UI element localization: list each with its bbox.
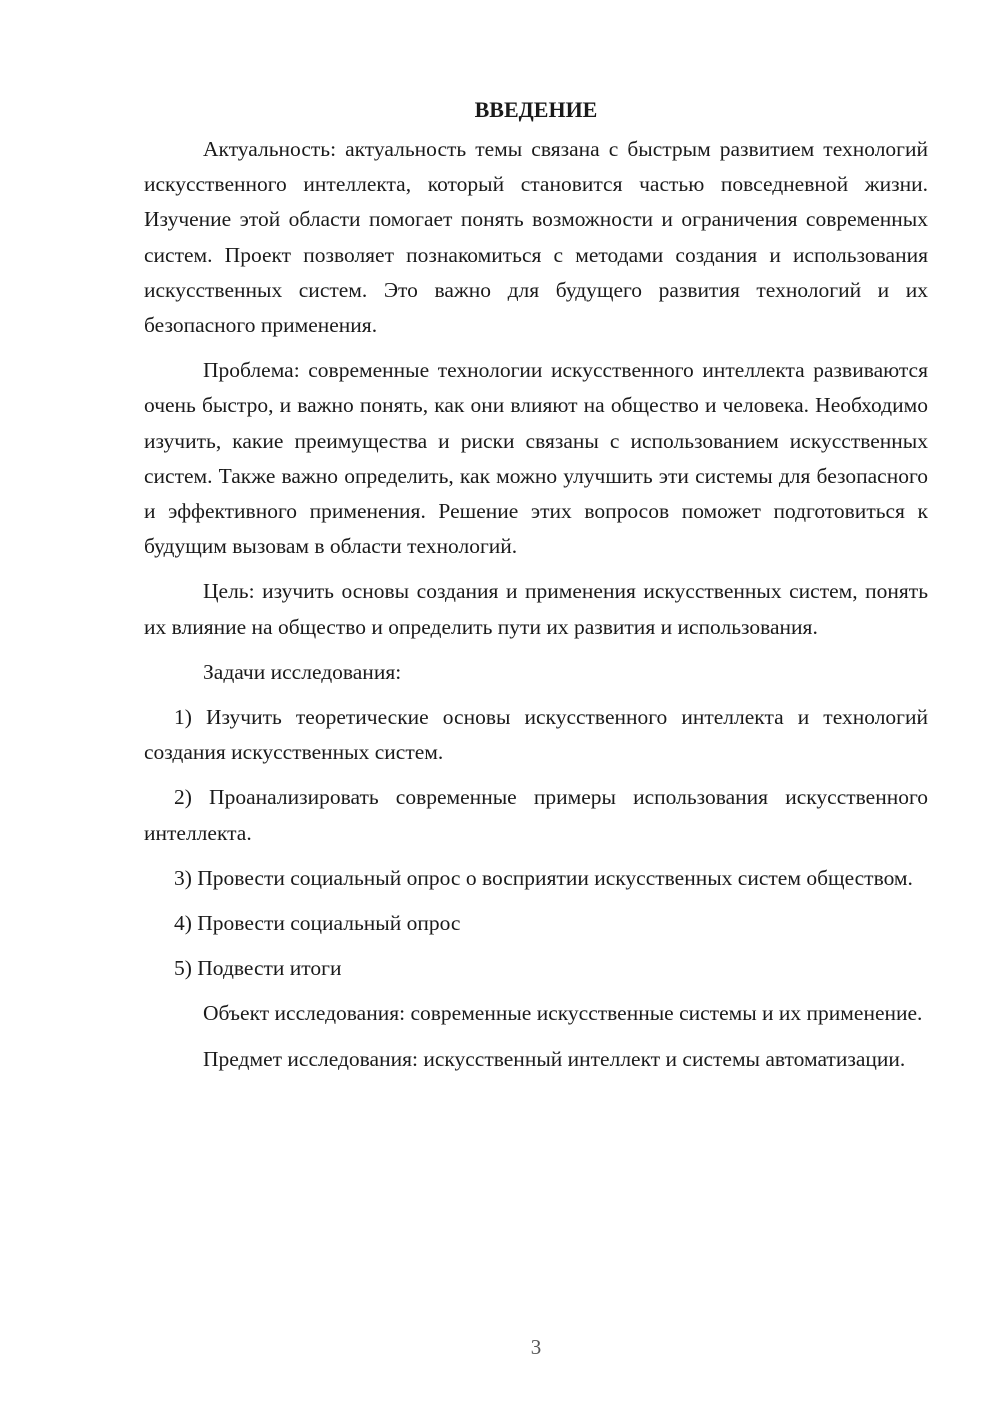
task-item-2: 2) Проанализировать современные примеры использования искусственного интеллекта.: [144, 785, 928, 845]
object-paragraph: Объект исследования: современные искусственные системы и их применение.: [203, 1001, 923, 1026]
tasks-heading: Задачи исследования:: [203, 659, 402, 684]
problem-paragraph: Проблема: современные технологии искусственного интеллекта развиваются очень быстро, и важно понять, как они влияют на общество и человека. Необходимо изучить, какие преимущества и риски связаны с использованием искусственных систем. Также важно определить, как можно улучшить эти системы для безопасного и эффективного применения. Решение этих вопросов поможет подготовиться к будущим вызовам в области технологий.: [144, 358, 928, 559]
goal-paragraph: Цель: изучить основы создания и применения искусственных систем, понять их влияние на общество и определить пути их развития и использования.: [144, 579, 928, 639]
document-page: [144, 90, 928, 1087]
task-item-5: 5) Подвести итоги: [174, 956, 342, 981]
subject-paragraph: Предмет исследования: искусственный интеллект и системы автоматизации.: [203, 1046, 906, 1071]
page-number: 3: [530, 1335, 542, 1359]
page-title: ВВЕДЕНИЕ: [474, 97, 598, 122]
relevance-paragraph: Актуальность: актуальность темы связана с быстрым развитием технологий искусственного интеллекта, который становится частью повседневной жизни. Изучение этой области помогает понять возможности и ограничения современных систем. Проект позволяет познакомиться с методами создания и использования искусственных систем. Это важно для будущего развития технологий и их безопасного применения.: [144, 137, 928, 338]
task-item-1: 1) Изучить теоретические основы искусственного интеллекта и технологий создания искусственных систем.: [144, 705, 928, 765]
task-item-4: 4) Провести социальный опрос: [174, 911, 461, 936]
task-item-3: 3) Провести социальный опрос о восприятии искусственных систем обществом.: [174, 865, 913, 890]
